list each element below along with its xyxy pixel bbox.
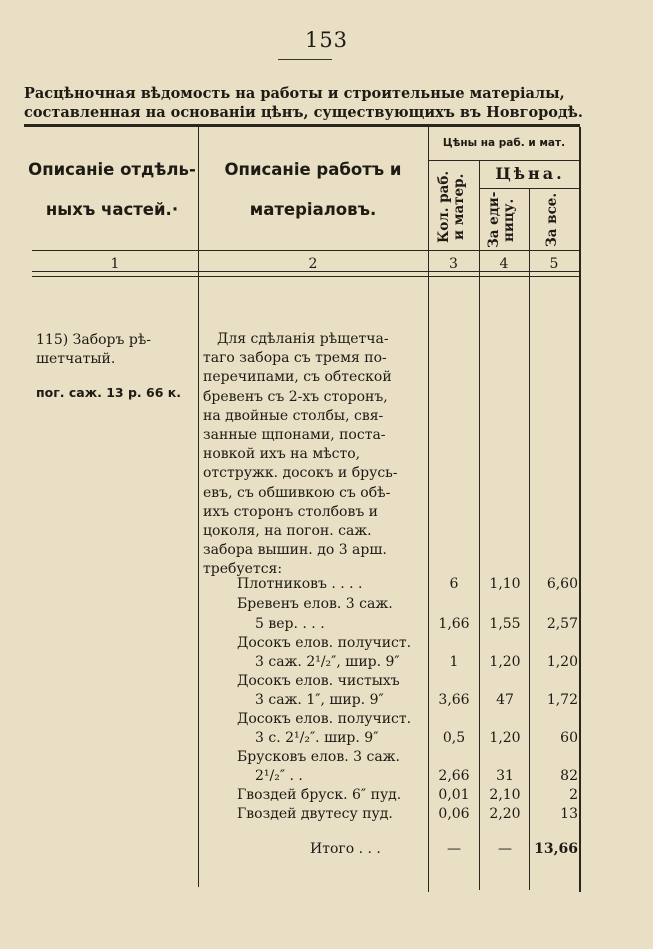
work-line: новкой ихъ на мѣсто, — [203, 446, 361, 463]
work-line: на двойные столбы, свя- — [203, 407, 384, 424]
item-rate: пог. саж. 13 р. 66 к. — [36, 385, 182, 400]
work-line: забора вышин. до 3 арш. — [203, 542, 387, 559]
colnum-4: 4 — [499, 256, 509, 272]
colnum-2: 2 — [308, 256, 318, 272]
work-line: перечипами, съ обтеской — [203, 369, 392, 386]
work-line: цоколя, на погон. саж. — [203, 523, 372, 540]
prices-group-rule — [428, 160, 580, 161]
header-bottom-rule — [32, 250, 580, 251]
work-line: требуется: — [203, 561, 283, 578]
table-row: Брусковъ елов. 3 саж. — [237, 749, 401, 765]
total-label: Итого . . . — [310, 841, 381, 857]
work-line: ихъ сторонъ столбовъ и — [203, 503, 379, 520]
work-line: евъ, съ обшивкою съ обѣ- — [203, 484, 391, 501]
table-row: Досокъ елов. получист. — [237, 635, 412, 651]
table-row: 3 с. 2¹/₂″. шир. 9″ 0,5 1,20 60 — [255, 730, 578, 746]
colnum-1: 1 — [110, 256, 120, 272]
table-top-rule — [24, 124, 580, 127]
item-title: 115) Заборъ рѣ- — [36, 332, 152, 348]
page-number-rule — [278, 59, 332, 60]
header-price: Цѣна. — [495, 164, 565, 183]
work-line: бревенъ съ 2-хъ сторонъ, — [203, 388, 388, 405]
work-line: занные щпонами, поста- — [203, 427, 386, 444]
item-description — [36, 331, 194, 402]
table-row: 2¹/₂″ . . 2,66 31 82 — [255, 768, 578, 784]
table-row: Бревенъ елов. 3 саж. — [237, 596, 393, 612]
header-prices-group: Цѣны на раб. и мат. — [442, 137, 566, 149]
colnum-5: 5 — [549, 256, 559, 272]
table-row: Гвоздей бруск. 6″ пуд. 0,01 2,10 2 — [237, 787, 578, 803]
header-col4: За еди- ницу. — [486, 191, 517, 248]
work-line: Для сдѣланія рѣщетча- — [217, 331, 389, 347]
document-title — [24, 84, 590, 122]
header-col3: Кол. раб. и матер. — [436, 170, 467, 244]
table-row: 3 саж. 1″, шир. 9″ 3,66 47 1,72 — [255, 692, 578, 708]
title-line-2: составленная на основаніи цѣнъ, существующихъ въ Новгородѣ. — [24, 104, 583, 121]
total-value: 13,66 — [534, 841, 578, 857]
header-col2: Описаніе работъ и матеріаловъ. — [224, 160, 402, 219]
total-row — [200, 840, 580, 859]
table-row: 5 вер. . . . 1,66 1,55 2,57 — [255, 616, 578, 632]
colnum-3: 3 — [449, 256, 458, 272]
header-col1: Описаніе отдѣль- ныхъ частей.· — [28, 160, 196, 219]
title-line-1: Расцѣночная вѣдомость на работы и строительные матеріалы, — [24, 85, 565, 102]
work-line: таго забора съ тремя по- — [203, 350, 387, 367]
colnum-rule-2 — [32, 276, 580, 277]
total-qty: — — [447, 841, 461, 857]
table-row: Досокъ елов. чистыхъ — [237, 673, 400, 689]
page-number: 153 — [304, 28, 349, 52]
table-row: Гвоздей двутесу пуд. 0,06 2,20 13 — [237, 806, 578, 822]
table-row: 3 саж. 2¹/₂″, шир. 9″ 1 1,20 1,20 — [255, 654, 578, 670]
table-row: Досокъ елов. получист. — [237, 711, 412, 727]
table-row: Плотниковъ . . . . 6 1,10 6,60 — [237, 576, 578, 592]
work-line: отстружк. досокъ и брусь- — [203, 465, 398, 482]
total-unit: — — [498, 841, 512, 857]
item-title-cont: шетчатый. — [36, 351, 116, 367]
column-divider-1 — [198, 127, 199, 887]
header-col5: За все. — [544, 192, 560, 248]
work-description — [203, 330, 426, 580]
